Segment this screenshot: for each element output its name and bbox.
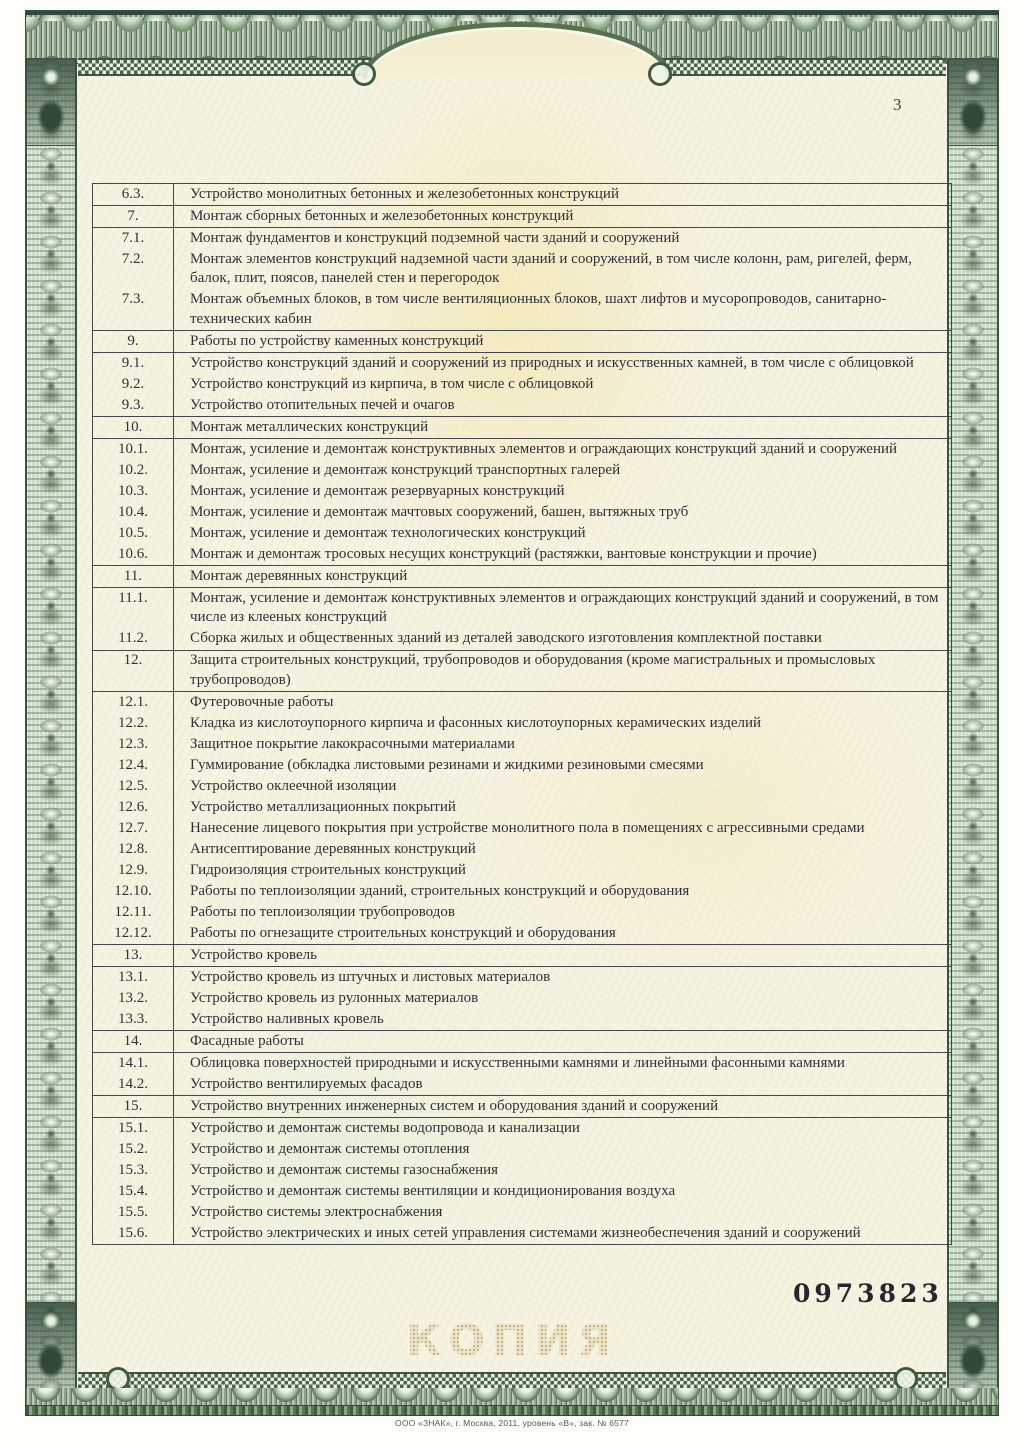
row-description: Футеровочные работы bbox=[190, 693, 334, 710]
row-number: 14. bbox=[93, 1031, 174, 1052]
row-number: 12.4. bbox=[93, 755, 174, 776]
serial-number: 0973823 bbox=[793, 1279, 943, 1308]
row-number: 10. bbox=[93, 417, 174, 438]
row-description: Монтаж объемных блоков, в том числе вентиляционных блоков, шахт лифтов и мусоропроводов, санитарно-технических кабин bbox=[190, 291, 887, 327]
row-number: 10.2. bbox=[93, 460, 174, 481]
row-number: 10.1. bbox=[93, 439, 174, 460]
table-row bbox=[93, 755, 951, 776]
row-description: Монтаж элементов конструкций надземной части зданий и сооружений, в том числе колонн, рам, ригелей, ферм, балок, плит, поясов, панелей стен и перегородок bbox=[190, 250, 912, 286]
row-number: 15.3. bbox=[93, 1160, 174, 1181]
row-number: 13. bbox=[93, 945, 174, 966]
table-row bbox=[93, 1074, 951, 1095]
row-description: Устройство внутренних инженерных систем и оборудования зданий и сооружений bbox=[190, 1097, 719, 1114]
row-number: 6.3. bbox=[93, 184, 174, 205]
row-number: 9.3. bbox=[93, 395, 174, 416]
table-row bbox=[93, 1052, 951, 1074]
table-row bbox=[93, 1117, 951, 1139]
row-number: 15.2. bbox=[93, 1139, 174, 1160]
row-description: Устройство конструкций зданий и сооружений из природных и искусственных камней, в том числе с облицовкой bbox=[190, 354, 914, 371]
row-description: Нанесение лицевого покрытия при устройстве монолитного пола в помещениях с агрессивными средами bbox=[190, 819, 865, 836]
row-description: Устройство и демонтаж системы вентиляции и кондиционирования воздуха bbox=[190, 1182, 676, 1199]
left-border-ornament bbox=[25, 58, 77, 1388]
printer-imprint: ООО «ЗНАК», г. Москва, 2011, уровень «В», зак. № 6577 bbox=[395, 1418, 629, 1428]
corner-ornament-top-left bbox=[25, 58, 77, 146]
row-description: Устройство электрических и иных сетей управления системами жизнеобеспечения зданий и сооружений bbox=[190, 1224, 861, 1241]
table-row bbox=[93, 395, 951, 416]
page-number: 3 bbox=[893, 95, 902, 114]
row-number: 13.1. bbox=[93, 967, 174, 988]
row-description: Кладка из кислотоупорного кирпича и фасонных кислотоупорных керамических изделий bbox=[190, 714, 762, 731]
row-number: 12.3. bbox=[93, 734, 174, 755]
table-row bbox=[93, 923, 951, 944]
table-row bbox=[93, 1139, 951, 1160]
row-number: 7. bbox=[93, 206, 174, 227]
row-description: Монтаж сборных бетонных и железобетонных конструкций bbox=[190, 207, 574, 224]
row-description: Устройство отопительных печей и очагов bbox=[190, 396, 455, 413]
row-description: Устройство и демонтаж системы отопления bbox=[190, 1140, 470, 1157]
row-number: 10.6. bbox=[93, 544, 174, 565]
row-description: Работы по теплоизоляции трубопроводов bbox=[190, 903, 455, 920]
row-description: Облицовка поверхностей природными и искусственными камнями и линейными фасонными камнями bbox=[190, 1054, 845, 1071]
table-row bbox=[93, 776, 951, 797]
table-row-section bbox=[93, 330, 951, 352]
row-number: 7.3. bbox=[93, 290, 174, 331]
row-description: Сборка жилых и общественных зданий из деталей заводского изготовления комплектной поставки bbox=[190, 630, 822, 646]
row-description: Гидроизоляция строительных конструкций bbox=[190, 861, 466, 878]
arch-scroll-right-icon bbox=[648, 62, 672, 86]
row-description: Устройство кровель bbox=[190, 946, 317, 963]
row-number: 12.11. bbox=[93, 902, 174, 923]
row-description: Устройство вентилируемых фасадов bbox=[190, 1075, 423, 1092]
row-description: Защитное покрытие лакокрасочными материалами bbox=[190, 735, 515, 752]
row-number: 9.1. bbox=[93, 353, 174, 374]
table-row bbox=[93, 1223, 951, 1244]
row-number: 12.5. bbox=[93, 776, 174, 797]
table-row bbox=[93, 374, 951, 395]
table-row-section bbox=[93, 565, 951, 587]
row-description: Монтаж, усиление и демонтаж конструктивных элементов и ограждающих конструкций зданий и сооружений bbox=[190, 440, 898, 457]
row-number: 10.3. bbox=[93, 481, 174, 502]
table-row bbox=[93, 902, 951, 923]
row-description: Монтаж, усиление и демонтаж технологических конструкций bbox=[190, 524, 586, 541]
row-number: 12.1. bbox=[93, 692, 174, 713]
table-row bbox=[93, 502, 951, 523]
row-number: 12.8. bbox=[93, 839, 174, 860]
row-number: 10.5. bbox=[93, 523, 174, 544]
row-number: 7.2. bbox=[93, 249, 174, 290]
row-number: 11.1. bbox=[93, 588, 174, 629]
row-description: Устройство конструкций из кирпича, в том числе с облицовкой bbox=[190, 375, 594, 392]
row-number: 12.7. bbox=[93, 818, 174, 839]
row-description: Устройство наливных кровель bbox=[190, 1010, 384, 1027]
table-row bbox=[93, 966, 951, 988]
row-number: 15. bbox=[93, 1096, 174, 1117]
row-number: 12.6. bbox=[93, 797, 174, 818]
row-number: 13.2. bbox=[93, 988, 174, 1009]
bottom-border-ornament bbox=[25, 1388, 999, 1405]
table-row bbox=[93, 818, 951, 839]
table-row-section bbox=[93, 1030, 951, 1052]
works-table-body bbox=[93, 184, 951, 1244]
row-number: 11. bbox=[93, 566, 174, 587]
arch-scroll-left-icon bbox=[352, 62, 376, 86]
table-row bbox=[93, 839, 951, 860]
table-row bbox=[93, 797, 951, 818]
row-number: 14.2. bbox=[93, 1074, 174, 1095]
row-description: Фасадные работы bbox=[190, 1032, 304, 1049]
table-row bbox=[93, 1009, 951, 1030]
row-number: 15.1. bbox=[93, 1118, 174, 1139]
row-description: Работы по огнезащите строительных конструкций и оборудования bbox=[190, 924, 616, 941]
row-description: Монтаж, усиление и демонтаж конструктивных элементов и ограждающих конструкций зданий и сооружений, в том числе из клееных конструкций bbox=[190, 589, 939, 625]
row-description: Монтаж, усиление и демонтаж мачтовых сооружений, башен, вытяжных труб bbox=[190, 503, 689, 520]
row-description: Гуммирование (обкладка листовыми резинами и жидкими резиновыми смесями bbox=[190, 756, 704, 773]
row-number: 14.1. bbox=[93, 1053, 174, 1074]
right-border-ornament bbox=[947, 58, 999, 1388]
row-description: Устройство кровель из штучных и листовых материалов bbox=[190, 968, 551, 985]
row-description: Монтаж деревянных конструкций bbox=[190, 567, 408, 584]
row-description: Монтаж фундаментов и конструкций подземной части зданий и сооружений bbox=[190, 229, 680, 246]
table-row-section bbox=[93, 650, 951, 692]
table-row bbox=[93, 227, 951, 249]
row-description: Устройство монолитных бетонных и железобетонных конструкций bbox=[190, 185, 619, 202]
row-description: Устройство и демонтаж системы водопровода и канализации bbox=[190, 1119, 580, 1136]
table-row bbox=[93, 629, 951, 650]
row-description: Устройство и демонтаж системы газоснабжения bbox=[190, 1161, 499, 1178]
table-row bbox=[93, 184, 951, 205]
row-number: 12.2. bbox=[93, 713, 174, 734]
works-table bbox=[92, 183, 952, 1245]
row-number: 7.1. bbox=[93, 228, 174, 249]
table-row bbox=[93, 691, 951, 713]
table-row bbox=[93, 1181, 951, 1202]
row-number: 12.9. bbox=[93, 860, 174, 881]
row-number: 15.6. bbox=[93, 1223, 174, 1244]
row-number: 9.2. bbox=[93, 374, 174, 395]
row-description: Защита строительных конструкций, трубопроводов и оборудования (кроме магистральных и промысловых трубопроводов) bbox=[190, 652, 876, 688]
row-description: Работы по теплоизоляции зданий, строительных конструкций и оборудования bbox=[190, 882, 690, 899]
row-description: Устройство кровель из рулонных материалов bbox=[190, 989, 479, 1006]
row-number: 12. bbox=[93, 651, 174, 692]
row-description: Монтаж металлических конструкций bbox=[190, 418, 429, 435]
table-row bbox=[93, 352, 951, 374]
table-row bbox=[93, 713, 951, 734]
row-number: 9. bbox=[93, 331, 174, 352]
row-description: Устройство металлизационных покрытий bbox=[190, 798, 456, 815]
table-row bbox=[93, 544, 951, 565]
table-row bbox=[93, 481, 951, 502]
table-row-section bbox=[93, 944, 951, 966]
row-number: 13.3. bbox=[93, 1009, 174, 1030]
row-number: 12.10. bbox=[93, 881, 174, 902]
row-number: 12.12. bbox=[93, 923, 174, 944]
table-row bbox=[93, 460, 951, 481]
table-row bbox=[93, 734, 951, 755]
row-number: 11.2. bbox=[93, 629, 174, 650]
table-row bbox=[93, 881, 951, 902]
row-description: Антисептирование деревянных конструкций bbox=[190, 840, 476, 857]
row-description: Работы по устройству каменных конструкций bbox=[190, 332, 484, 349]
table-row bbox=[93, 249, 951, 290]
table-row bbox=[93, 523, 951, 544]
copy-watermark: КОПИЯ bbox=[0, 1316, 1024, 1366]
table-row-section bbox=[93, 416, 951, 438]
row-description: Монтаж и демонтаж тросовых несущих конструкций (растяжки, вантовые конструкции и прочие) bbox=[190, 545, 817, 562]
corner-ornament-top-right bbox=[947, 58, 999, 146]
table-row bbox=[93, 290, 951, 331]
table-row bbox=[93, 988, 951, 1009]
row-description: Устройство системы электроснабжения bbox=[190, 1203, 443, 1220]
table-row bbox=[93, 587, 951, 629]
bottom-border-edge bbox=[25, 1405, 999, 1416]
table-row bbox=[93, 1202, 951, 1223]
row-description: Монтаж, усиление и демонтаж резервуарных конструкций bbox=[190, 482, 565, 499]
row-number: 10.4. bbox=[93, 502, 174, 523]
row-description: Монтаж, усиление и демонтаж конструкций транспортных галерей bbox=[190, 461, 621, 478]
table-row bbox=[93, 438, 951, 460]
row-description: Устройство оклеечной изоляции bbox=[190, 777, 397, 794]
table-row-section bbox=[93, 1095, 951, 1117]
table-row-section bbox=[93, 205, 951, 227]
row-number: 15.5. bbox=[93, 1202, 174, 1223]
table-row bbox=[93, 1160, 951, 1181]
table-row bbox=[93, 860, 951, 881]
row-number: 15.4. bbox=[93, 1181, 174, 1202]
